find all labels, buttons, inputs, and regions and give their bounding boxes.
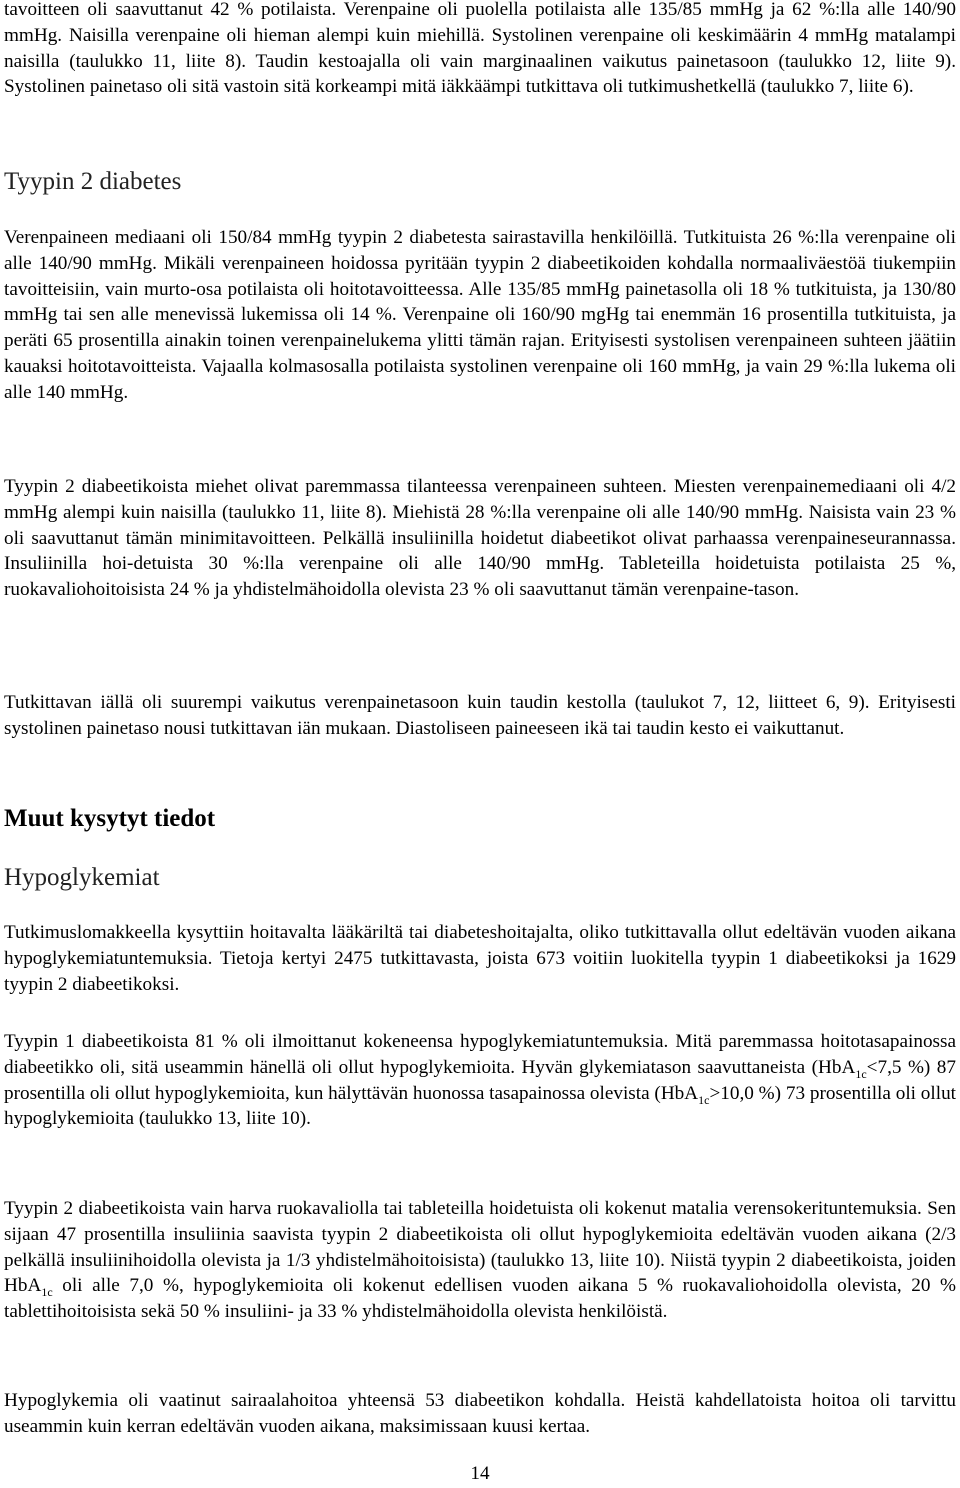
page-number: 14 [470, 1463, 490, 1484]
paragraph-type1-hypo [4, 1029, 956, 1132]
paragraph-type2-men: Tyypin 2 diabeetikoista miehet olivat paremmassa tilanteessa verenpaineen suhteen. Miesten verenpainemediaani oli 4/2 mmHg alempi kuin naisilla (taulukko 11, liite 8). Miehistä 28 %:lla verenpaine oli alle 140/90 mmHg. Naisista vain 23 % oli saavuttanut tämän minimitavoitteen. Pelkällä insuliinilla hoidetut diabeetikot olivat parhaassa verenpaineseurannassa. Insuliinilla hoi-detuista 30 %:lla verenpaine oli alle 140/90 mmHg. Tableteilla hoidetuista potilaista 25 %, ruokavaliohoitoisista 24 % ja yhdistelmähoidolla olevista 23 % oli saavuttanut tämän verenpaine-tason. [4, 476, 956, 601]
subscript: 1c [855, 1066, 867, 1081]
text-run: Tyypin 2 diabeetikoista vain harva ruokavaliolla tai tableteilla hoidetuista oli kokenut matalia verensokerituntemuksia. Sen sijaan 47 prosentilla insuliinia saavista tyypin 2 diabeetikoista oli ollut hypoglykemioita edeltävän vuoden aikana (2/3 pelkällä insuliinihoidolla olevista ja 1/3 yhdistelmähoitoisista) (taulukko 13, liite 10). Niistä tyypin 2 diabeetikoista, joiden HbA [4, 1198, 956, 1297]
text-run: <7,5 %) 87 prosentilla oli ollut hypoglykemioita, kun hälyttävän huonossa tasapainossa olevista (HbA [4, 1056, 956, 1104]
paragraph-age-effect: Tutkittavan iällä oli suurempi vaikutus verenpainetasoon kuin taudin kestolla (taulukot 7, 12, liitteet 6, 9). Erityisesti systolinen painetaso nousi tutkittavan iän mukaan. Diastoliseen paineeseen ikä tai taudin kesto ei vaikuttanut. [4, 692, 956, 739]
subscript: 1c [41, 1285, 53, 1300]
paragraph-type2-hypo [4, 1196, 956, 1325]
main-heading-other-data: Muut kysytyt tiedot [4, 805, 216, 832]
paragraph-hypo-questionnaire: Tutkimuslomakkeella kysyttiin hoitavalta lääkäriltä tai diabeteshoitajalta, oliko tutkittavalla ollut edeltävän vuoden aikana hypoglykemiatuntemuksia. Tietoja kertyi 2475 tutkittavasta, joista 673 voitiin luokitella tyypin 1 diabeetikoksi ja 1629 tyypin 2 diabeetikoksi. [4, 922, 956, 995]
section-heading-hypoglycemia: Hypoglykemiat [4, 864, 160, 891]
text-run: >10,0 %) 73 prosentilla oli ollut hypoglykemioita (taulukko 13, liite 10). [4, 1082, 956, 1130]
subscript: 1c [698, 1092, 710, 1107]
paragraph-type2-median: Verenpaineen mediaani oli 150/84 mmHg tyypin 2 diabetesta sairastavilla henkilöillä. Tutkituista 26 %:lla verenpaine oli alle 140/90 mmHg. Mikäli verenpaineen hoidossa pyritään tyypin 2 diabeetikoiden kohdalla normaaliväestöä tiukempiin tavoitteisiin, vain murto-osa potilaista oli hoitotavoitteessa. Alle 135/85 mmHg painetasolla oli 18 % tutkituista, ja 130/80 mmHg tai sen alle menevissä lukemissa oli 14 %. Verenpaine oli 160/90 mgHg tai enemmän 16 prosentilla tutkituista, ja peräti 65 prosentilla ainakin toinen verenpainelukema ylitti tämän rajan. Erityisesti systolisen verenpaineen suhteen jäätiin kauaksi hoitotavoitteista. Vajaalla kolmasosalla potilaista systolinen verenpaine oli 160 mmHg, ja vain 29 %:lla lukema oli alle 140 mmHg. [4, 227, 956, 403]
paragraph-hospital-care: Hypoglykemia oli vaatinut sairaalahoitoa yhteensä 53 diabeetikon kohdalla. Heistä kahdellatoista hoitoa oli tarvittu useammin kuin kerran edeltävän vuoden aikana, maksimissaan kuusi kertaa. [4, 1390, 956, 1437]
section-heading-type2: Tyypin 2 diabetes [4, 168, 182, 195]
text-run: oli alle 7,0 %, hypoglykemioita oli kokenut edellisen vuoden aikana 5 % ruokavaliohoidolla olevista, 20 % tablettihoitoisista sekä 50 % insuliini- ja 33 % yhdistelmähoidolla olevista henkilöistä. [4, 1275, 956, 1323]
paragraph-bp-summary: tavoitteen oli saavuttanut 42 % potilaista. Verenpaine oli puolella potilaista alle 135/85 mmHg ja 62 %:lla alle 140/90 mmHg. Naisilla verenpaine oli hieman alempi kuin miehillä. Systolinen verenpaine oli keskimäärin 4 mmHg matalampi naisilla (taulukko 11, liite 8). Taudin kestoajalla oli vain marginaalinen vaikutus painetasoon (taulukko 12, liite 9). Systolinen painetaso oli sitä vastoin sitä korkeampi mitä iäkkäämpi tutkittava oli tutkimushetkellä (taulukko 7, liite 6). [4, 0, 956, 98]
text-run: Tyypin 1 diabeetikoista 81 % oli ilmoittanut kokeneensa hypoglykemiatuntemuksia. Mitä paremmassa hoitotasapainossa diabeetikko oli, sitä useammin hänellä oli ollut hypoglykemioita. Hyvän glykemiatason saavuttaneista (HbA [4, 1031, 956, 1078]
